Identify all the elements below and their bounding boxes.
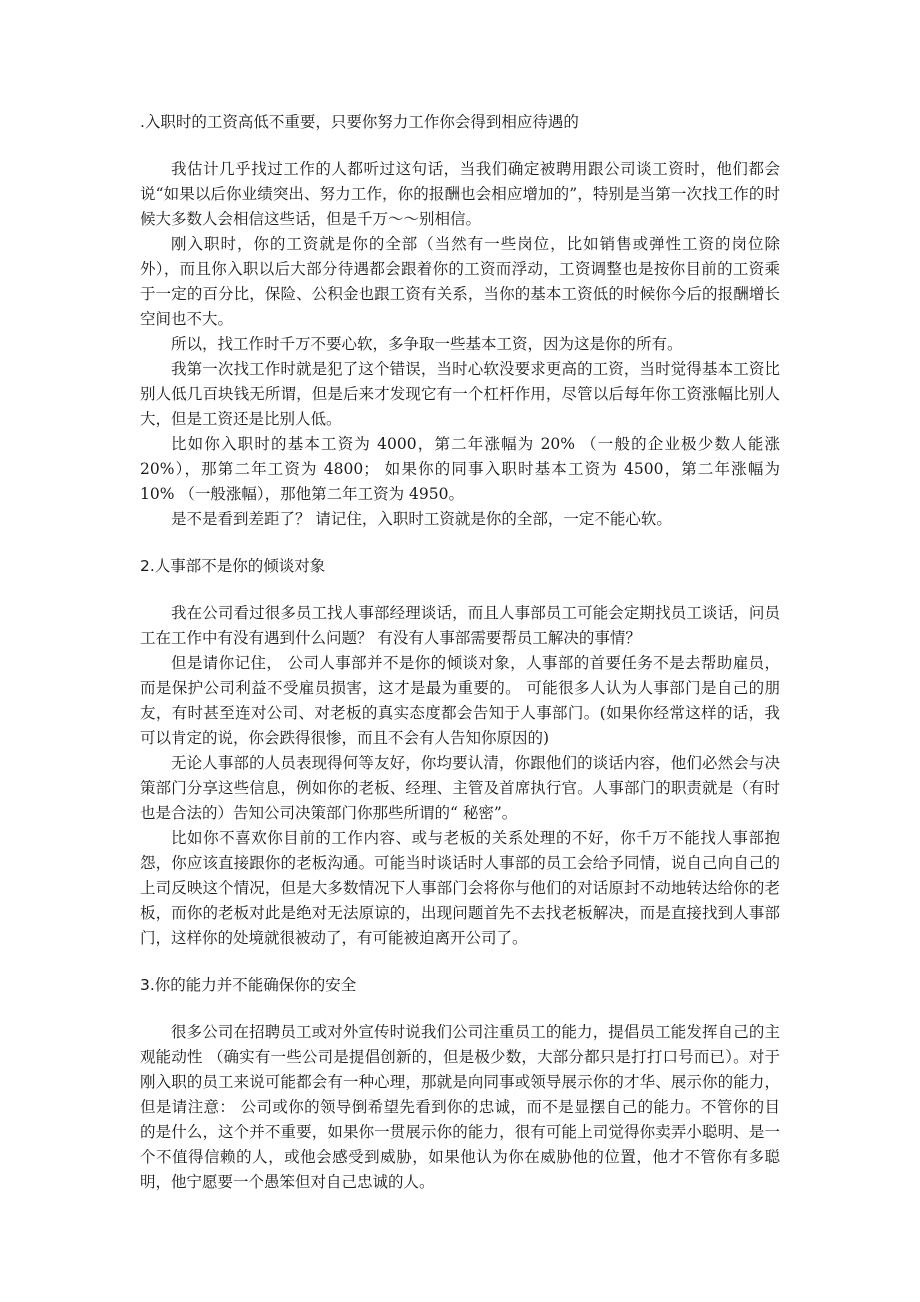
section-1-heading: .入职时的工资高低不重要，只要你努力工作你会得到相应待遇的	[140, 113, 579, 131]
section-1-paragraph: 是不是看到差距了？ 请记住，入职时工资就是你的全部，一定不能心软。	[171, 510, 672, 528]
section-2-paragraph: 比如你不喜欢你目前的工作内容、或与老板的关系处理的不好，你千万不能找人事部抱怨，你应该直接跟你的老板沟通。可能当时谈话时人事部的员工会给予同情，说自己向自己的上司反映这个情况，但是大多数情况下人事部门会将你与他们的对话原封不动地转达给你的老板，而你的老板对此是绝对无法原谅的，出现问题首先不去找老板解决，而是直接找到人事部门，这样你的处境就很被动了，有可能被迫离开公司了。	[140, 829, 780, 947]
section-3-heading: 3.你的能力并不能确保你的安全	[140, 976, 357, 994]
section-2-paragraph: 无论人事部的人员表现得何等友好，你均要认清，你跟他们的谈话内容，他们必然会与决策部门分享这些信息，例如你的老板、经理、主管及首席执行官。人事部门的职责就是（有时也是合法的）告知公司决策部门你那些所谓的“ 秘密”。	[140, 754, 780, 822]
section-1-paragraph: 刚入职时，你的工资就是你的全部（当然有一些岗位，比如销售或弹性工资的岗位除外），而且你入职以后大部分待遇都会跟着你的工资而浮动，工资调整也是按你目前的工资乘于一定的百分比，保险、公积金也跟工资有关系，当你的基本工资低的时候你今后的报酬增长空间也不大。	[140, 235, 780, 328]
section-1-paragraph: 所以，找工作时千万不要心软，多争取一些基本工资，因为这是你的所有。	[171, 335, 683, 353]
section-2-heading: 2.人事部不是你的倾谈对象	[140, 557, 326, 575]
section-1-paragraph: 我第一次找工作时就是犯了这个错误，当时心软没要求更高的工资，当时觉得基本工资比别人低几百块钱无所谓，但是后来才发现它有一个杠杆作用，尽管以后每年你工资涨幅比别人大，但是工资还是比别人低。	[140, 360, 780, 428]
section-3-paragraph: 很多公司在招聘员工或对外宣传时说我们公司注重员工的能力，提倡员工能发挥自己的主观能动性 （确实有一些公司是提倡创新的，但是极少数，大部分都只是打打口号而已）。对于刚入职的员工来说可能都会有一种心理，那就是向同事或领导展示你的才华、展示你的能力，但是请注意： 公司或你的领导倒希望先看到你的忠诚，而不是显摆自己的能力。不管你的目的是什么，这个并不重要，如果你一贯展示你的能力，很有可能上司觉得你卖弄小聪明、是一个不值得信赖的人，或他会感受到威胁，如果他认为你在威胁他的位置，他才不管你有多聪明，他宁愿要一个愚笨但对自己忠诚的人。	[140, 1023, 780, 1191]
section-1-paragraph: 比如你入职时的基本工资为 4000，第二年涨幅为 20% （一般的企业极少数人能涨 20%），那第二年工资为 4800； 如果你的同事入职时基本工资为 4500，第二年涨幅为 10% （一般涨幅），那他第二年工资为 4950。	[140, 435, 780, 503]
section-2-paragraph: 但是请你记住， 公司人事部并不是你的倾谈对象，人事部的首要任务不是去帮助雇员，而是保护公司利益不受雇员损害，这才是最为重要的。 可能很多人认为人事部门是自己的朋友，有时甚至连对公司、对老板的真实态度都会告知于人事部门。(如果你经常这样的话，我可以肯定的说，你会跌得很惨，而且不会有人告知你原因的)	[140, 654, 780, 747]
section-1-paragraph: 我估计几乎找过工作的人都听过这句话，当我们确定被聘用跟公司谈工资时，他们都会说“如果以后你业绩突出、努力工作，你的报酬也会相应增加的”，特别是当第一次找工作的时候大多数人会相信这些话，但是千万～～别相信。	[140, 160, 780, 228]
section-2-paragraph: 我在公司看过很多员工找人事部经理谈话，而且人事部员工可能会定期找员工谈话，问员工在工作中有没有遇到什么问题？ 有没有人事部需要帮员工解决的事情？	[140, 604, 780, 647]
